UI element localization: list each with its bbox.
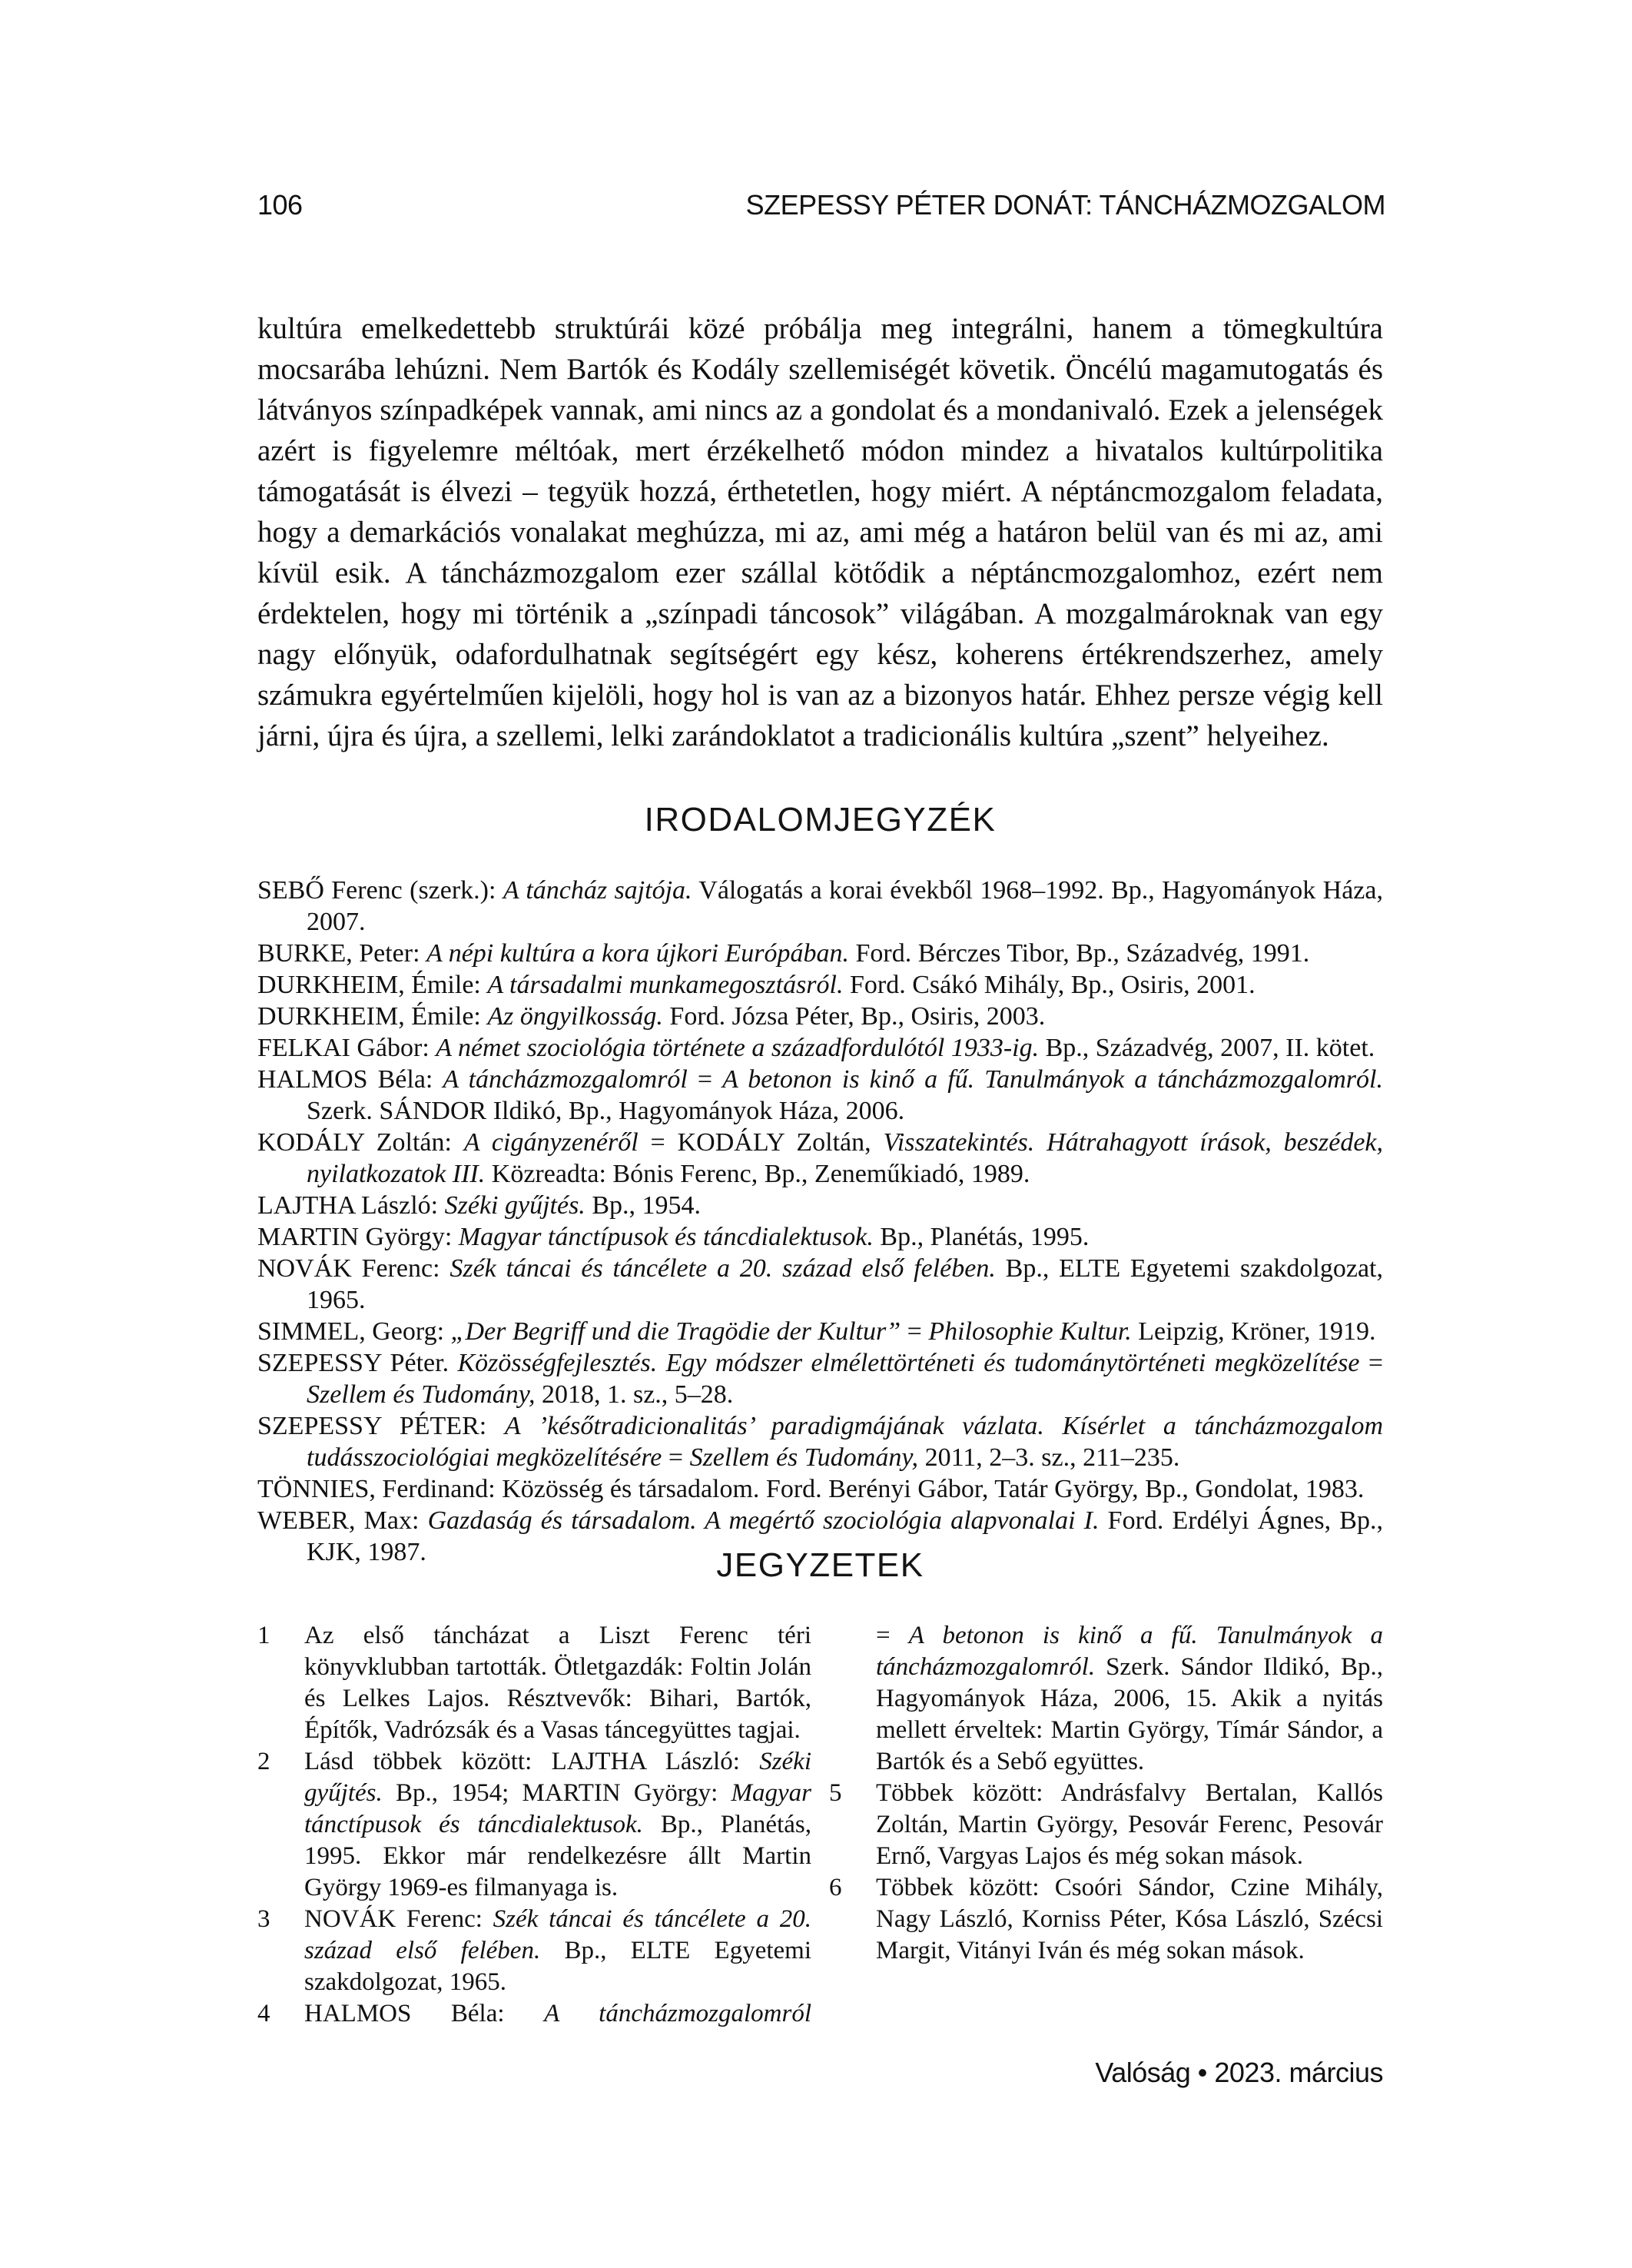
- note-number: 6: [829, 1874, 842, 1901]
- bibliography-entry: LAJTHA László: Széki gyűjtés. Bp., 1954.: [257, 1191, 701, 1220]
- bibliography-entry: SIMMEL, Georg: „Der Begriff und die Tragödie der Kultur” = Philosophie Kultur. Leipzig, Kröner, 1919.: [257, 1317, 1376, 1346]
- note-number: 3: [257, 1905, 270, 1933]
- note-text: NOVÁK Ferenc: Szék táncai és táncélete a 20. század első felében. Bp., ELTE Egyetemi szakdolgozat, 1965.: [304, 1905, 812, 1996]
- bibliography-entry: SEBŐ Ferenc (szerk.): A táncház sajtója. Válogatás a korai évekből 1968–1992. Bp., Hagyományok Háza, 2007.: [257, 876, 1383, 936]
- notes-section: [257, 1620, 1383, 2030]
- bibliography-entry: KODÁLY Zoltán: A cigányzenéről = KODÁLY Zoltán, Visszatekintés. Hátrahagyott írások, beszédek, nyilatkozatok III. Közreadta: Bónis Ferenc, Bp., Zeneműkiadó, 1989.: [257, 1128, 1384, 1188]
- note-text: Az első táncházat a Liszt Ferenc téri könyvklubban tartották. Ötletgazdák: Foltin Jolán és Lelkes Lajos. Résztvevők: Bihari, Bartók, Építők, Vadrózsák és a Vasas táncegyüttes tagjai.: [304, 1622, 811, 1744]
- note-number: 1: [257, 1622, 270, 1649]
- notes-column-left: [257, 1620, 811, 2030]
- bibliography-entry: MARTIN György: Magyar tánctípusok és táncdialektusok. Bp., Planétás, 1995.: [257, 1223, 1090, 1251]
- running-title: SZEPESSY PÉTER DONÁT: TÁNCHÁZMOZGALOM: [745, 189, 1385, 221]
- page-footer: Valóság • 2023. március: [1095, 2057, 1383, 2088]
- note-number: 5: [829, 1779, 842, 1807]
- bibliography-entry: NOVÁK Ferenc: Szék táncai és táncélete a 20. század első felében. Bp., ELTE Egyetemi szakdolgozat, 1965.: [257, 1254, 1383, 1314]
- bibliography-entry: TÖNNIES, Ferdinand: Közösség és társadalom. Ford. Berényi Gábor, Tatár György, Bp., Gondolat, 1983.: [257, 1475, 1365, 1503]
- note-text: Többek között: Csoóri Sándor, Czine Mihály, Nagy László, Korniss Péter, Kósa László, Szécsi Margit, Vitányi Iván és még sokan mások.: [876, 1874, 1383, 1964]
- note-item: [829, 1872, 1383, 1967]
- bibliography-entry: DURKHEIM, Émile: A társadalmi munkamegosztásról. Ford. Csákó Mihály, Bp., Osiris, 2001.: [257, 971, 1256, 999]
- bibliography-heading: IRODALOMJEGYZÉK: [644, 801, 997, 838]
- notes-column-right: [829, 1620, 1383, 2030]
- notes-heading: JEGYZETEK: [716, 1546, 924, 1584]
- note-text: HALMOS Béla: A táncházmozgalomról: [304, 2000, 811, 2027]
- bibliography-entry: WEBER, Max: Gazdaság és társadalom. A megértő szociológia alapvonalai I. Ford. Erdélyi Ágnes, Bp., KJK, 1987.: [257, 1506, 1383, 1566]
- bibliography-entry: HALMOS Béla: A táncházmozgalomról = A betonon is kinő a fű. Tanulmányok a táncházmozgalomról. Szerk. SÁNDOR Ildikó, Bp., Hagyományok Háza, 2006.: [257, 1065, 1383, 1125]
- bibliography-entry: SZEPESSY PÉTER: A ’későtradicionalitás’ paradigmájának vázlata. Kísérlet a táncházmozgalom tudásszociológiai megközelítésére = Szellem és Tudomány, 2011, 2–3. sz., 211–235.: [257, 1412, 1384, 1472]
- note-number: 2: [257, 1748, 270, 1775]
- note-item: [257, 1746, 811, 1904]
- bibliography-entry: BURKE, Peter: A népi kultúra a kora újkori Európában. Ford. Bérczes Tibor, Bp., Századvég, 1991.: [257, 939, 1310, 968]
- bibliography-entry: FELKAI Gábor: A német szociológia története a századfordulótól 1933-ig. Bp., Századvég, 2007, II. kötet.: [257, 1034, 1375, 1062]
- page-number: 106: [257, 189, 303, 221]
- note-text: Lásd többek között: LAJTHA László: Széki gyűjtés. Bp., 1954; MARTIN György: Magyar tánctípusok és táncdialektusok. Bp., Planétás, 1995. Ekkor már rendelkezésre állt Martin György 1969-es filmanyaga is.: [304, 1748, 811, 1901]
- body-paragraph: kultúra emelkedettebb struktúrái közé próbálja meg integrálni, hanem a tömegkultúra mocsarába lehúzni. Nem Bartók és Kodály szellemiségét követik. Öncélú magamutogatás és látványos színpadképek vannak, ami nincs az a gondolat és a mondanivaló. Ezek a jelenségek azért is figyelemre méltóak, mert érzékelhető módon mindez a hivatalos kultúrpolitika támogatását is élvezi – tegyük hozzá, érthetetlen, hogy miért. A néptáncmozgalom feladata, hogy a demarkációs vonalakat meghúzza, mi az, ami még a határon belül van és mi az, ami kívül esik. A táncházmozgalom ezer szállal kötődik a néptáncmozgalomhoz, ezért nem érdektelen, hogy mi történik a „színpadi táncosok” világában. A mozgalmároknak van egy nagy előnyük, odafordulhatnak segítségért egy kész, koherens értékrendszerhez, amely számukra egyértelműen kijelöli, hogy hol is van az a bizonyos határ. Ehhez persze végig kell járni, újra és újra, a szellemi, lelki zarándoklatot a tradicionális kultúra „szent” helyeihez.: [257, 312, 1383, 752]
- note-text: = A betonon is kinő a fű. Tanulmányok a táncházmozgalomról. Szerk. Sándor Ildikó, Bp., Hagyományok Háza, 2006, 15. Akik a nyitás mellett érveltek: Martin György, Tímár Sándor, a Bartók és a Sebő együttes.: [876, 1622, 1383, 1775]
- bibliography-entry: SZEPESSY Péter. Közösségfejlesztés. Egy módszer elmélettörténeti és tudománytörténeti megközelítése = Szellem és Tudomány, 2018, 1. sz., 5–28.: [257, 1349, 1384, 1409]
- note-text: Többek között: Andrásfalvy Bertalan, Kallós Zoltán, Martin György, Pesovár Ferenc, Pesovár Ernő, Vargyas Lajos és még sokan mások.: [876, 1779, 1383, 1870]
- note-item: [257, 1620, 811, 1746]
- note-number: 4: [257, 2000, 270, 2027]
- bibliography-list: [257, 875, 1383, 1568]
- note-item: [257, 1998, 811, 2030]
- note-item: [829, 1778, 1383, 1872]
- note-number: [829, 1620, 876, 1778]
- running-header: [257, 189, 1385, 221]
- note-item: [257, 1904, 811, 1998]
- note-item: [829, 1620, 1383, 1778]
- bibliography-entry: DURKHEIM, Émile: Az öngyilkosság. Ford. Józsa Péter, Bp., Osiris, 2003.: [257, 1002, 1046, 1031]
